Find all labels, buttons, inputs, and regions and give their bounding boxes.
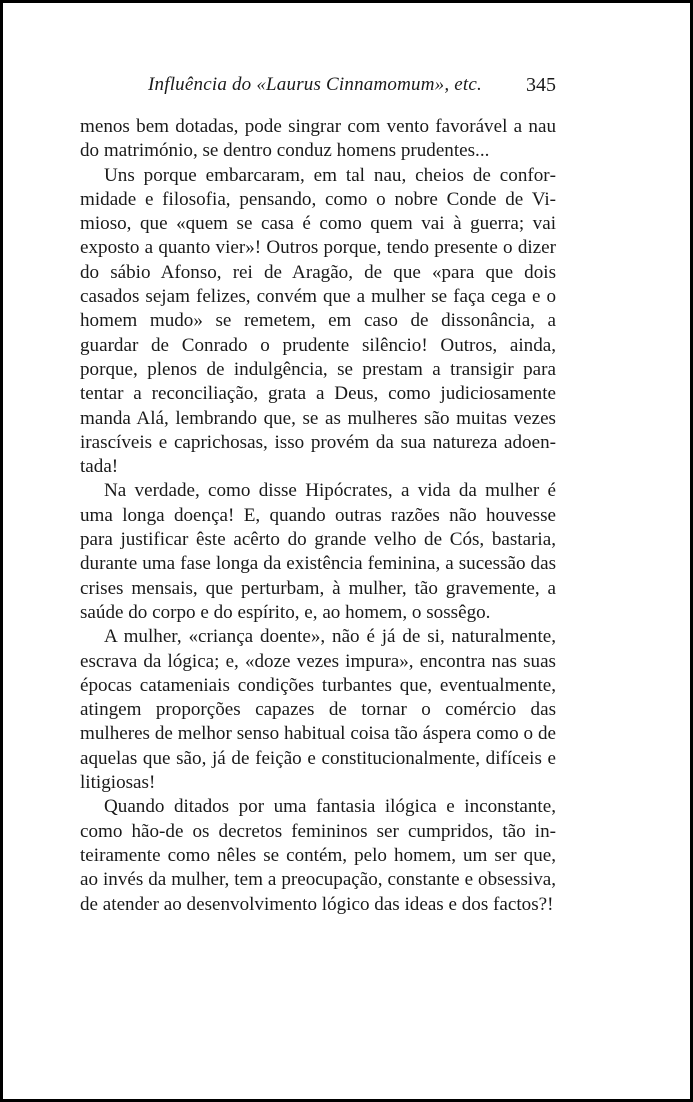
paragraph: Uns porque embarcaram, em tal nau, cheios de conformidade e filosofia, pensando, como o nobre Conde de Vimioso, que «quem se casa é como quem vai à guerra; vai exposto a quanto vier»! Outros porque, tendo presente o dizer do sábio Afonso, rei de Aragão, de que «para que dois casados sejam felizes, convém que a mulher se faça cega e o homem mudo» se remetem, em caso de dissonância, a guardar de Conrado o prudente silêncio! Outros, ainda, porque, plenos de indulgência, se prestam a transigir para tentar a reconciliação, grata a Deus, como judiciosamente manda Alá, lembrando que, se as mulheres são muitas vezes irascíveis e caprichosas, isso provém da sua natureza adoentada! [80,164,556,478]
paragraph: Quando ditados por uma fantasia ilógica e inconstante, como hão-de os decretos femininos ser cumpridos, tão inteiramente como nêles se contém, pelo homem, um ser que, ao invés da mulher, tem a preocupação, constante e obsessiva, de atender ao desenvolvimento lógico das ideas e dos factos?! [80,796,556,915]
page-number: 345 [526,74,556,96]
running-title: Influência do «Laurus Cinnamomum», etc. [148,74,482,95]
paragraph: A mulher, «criança doente», não é já de si, naturalmente, escrava da lógica; e, «doze vezes impura», encontra nas suas épocas catameniais condições turbantes que, eventualmente, atingem proporções capazes de tornar o comércio das mulheres de melhor senso habitual coisa tão áspera como o de aquelas que são, já de feição e constitucionalmente, difíceis e litigiosas! [80,626,556,794]
paragraph: menos bem dotadas, pode singrar com vento favorável a nau do matrimónio, se dentro conduz homens prudentes... [80,116,556,162]
page-header [80,74,556,104]
body-text [80,115,556,917]
paragraph: Na verdade, como disse Hipócrates, a vida da mulher é uma longa doença! E, quando outras razões não houvesse para justificar êste acêrto do grande velho de Cós, bastaria, durante uma fase longa da existência feminina, a sucessão das crises mensais, que perturbam, à mulher, tão gravemente, a saúde do corpo e do espírito, e, ao homem, o sossêgo. [80,480,556,623]
